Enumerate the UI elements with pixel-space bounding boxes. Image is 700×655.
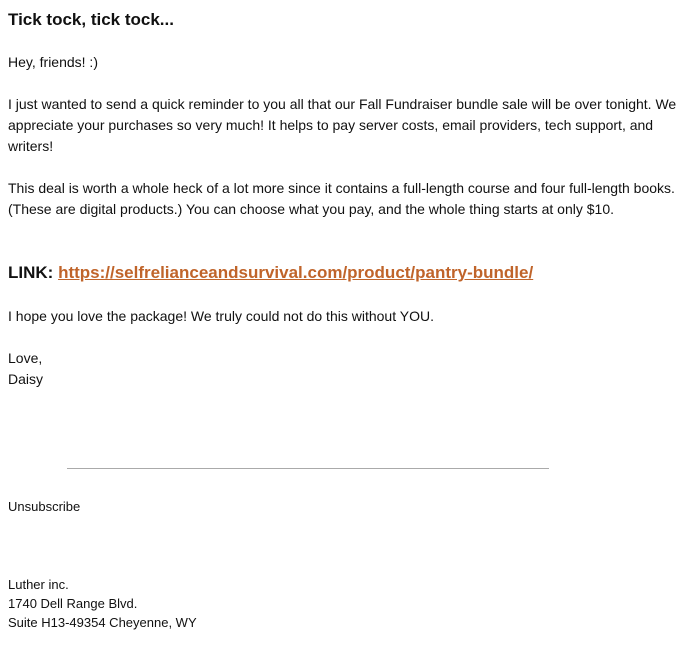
unsubscribe-link[interactable]: Unsubscribe [8,499,81,514]
company-address [8,575,197,632]
reminder-paragraph: I just wanted to send a quick reminder to you all that our Fall Fundraiser bundle sale will be over tonight. We appreciate your purchases so very much! It helps to pay server costs, email providers, tech support, and writers! [8,96,677,154]
signoff-name: Daisy [8,371,44,387]
footer-divider [67,468,549,469]
link-line [8,261,533,285]
email-title: Tick tock, tick tock... [8,10,174,29]
pantry-bundle-link[interactable]: https://selfrelianceandsurvival.com/product/pantry-bundle/ [58,263,534,282]
link-label: LINK: [8,263,54,282]
signoff [8,348,43,390]
deal-paragraph: This deal is worth a whole heck of a lot more since it contains a full-length course and four full-length books. (These are digital products.) You can choose what you pay, and the whole thing starts at only $10. [8,180,675,217]
greeting: Hey, friends! :) [8,54,98,70]
address-city: Suite H13-49354 Cheyenne, WY [8,615,197,630]
company-name: Luther inc. [8,577,69,592]
address-street: 1740 Dell Range Blvd. [8,596,138,611]
closing-paragraph: I hope you love the package! We truly could not do this without YOU. [8,308,434,324]
signoff-love: Love, [8,350,43,366]
